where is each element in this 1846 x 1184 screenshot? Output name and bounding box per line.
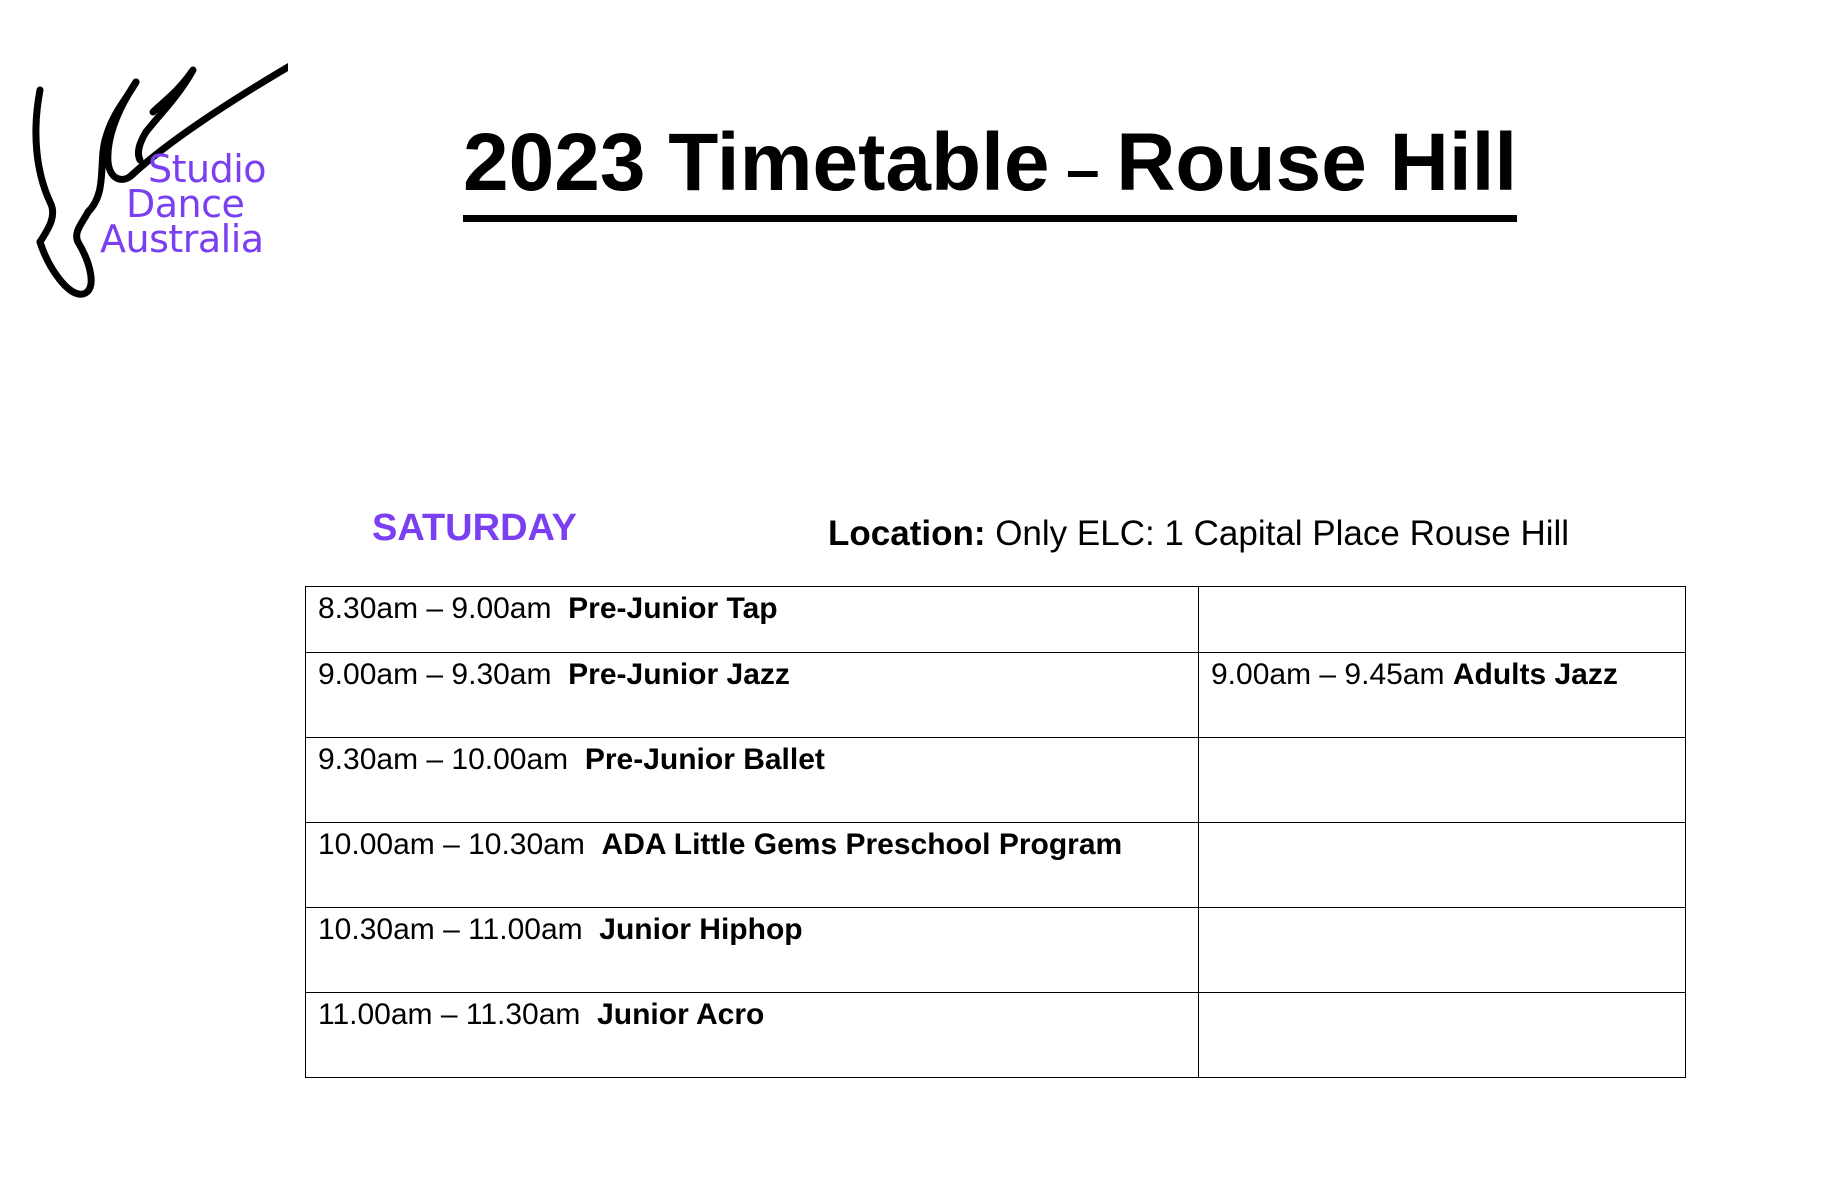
location-line bbox=[828, 514, 1569, 554]
table-cell bbox=[1199, 908, 1686, 993]
class-time: 9.00am – 9.45am bbox=[1211, 658, 1445, 691]
timetable bbox=[305, 586, 1686, 1078]
table-cell bbox=[1199, 823, 1686, 908]
table-row bbox=[306, 823, 1686, 908]
title-dash: – bbox=[1049, 136, 1117, 203]
table-cell bbox=[306, 908, 1199, 993]
table-cell bbox=[1199, 738, 1686, 823]
table-cell bbox=[1199, 653, 1686, 738]
table-cell bbox=[1199, 993, 1686, 1078]
table-cell bbox=[306, 823, 1199, 908]
table-row bbox=[306, 653, 1686, 738]
studio-dance-australia-logo bbox=[28, 42, 288, 302]
title-main: 2023 Timetable bbox=[463, 117, 1050, 208]
location-label: Location: bbox=[828, 514, 986, 553]
class-name: Adults Jazz bbox=[1452, 658, 1618, 691]
class-name: Pre-Junior Tap bbox=[568, 592, 778, 625]
class-time: 11.00am – 11.30am bbox=[318, 998, 581, 1031]
day-label: SATURDAY bbox=[372, 507, 577, 549]
logo-text-studio: Studio bbox=[148, 147, 267, 191]
table-cell bbox=[306, 587, 1199, 653]
table-row bbox=[306, 908, 1686, 993]
class-name: Pre-Junior Ballet bbox=[584, 743, 825, 776]
logo-text-australia: Australia bbox=[100, 217, 264, 261]
table-row bbox=[306, 738, 1686, 823]
location-value: Only ELC: 1 Capital Place Rouse Hill bbox=[985, 514, 1570, 553]
class-name: ADA Little Gems Preschool Program bbox=[601, 828, 1123, 861]
class-time: 9.00am – 9.30am bbox=[318, 658, 552, 691]
table-cell bbox=[306, 653, 1199, 738]
class-name: Junior Acro bbox=[597, 998, 765, 1031]
table-cell bbox=[306, 738, 1199, 823]
class-name: Pre-Junior Jazz bbox=[568, 658, 790, 691]
table-row bbox=[306, 587, 1686, 653]
class-time: 9.30am – 10.00am bbox=[318, 743, 569, 776]
table-cell bbox=[306, 993, 1199, 1078]
class-time: 10.30am – 11.00am bbox=[318, 913, 583, 946]
page-title bbox=[463, 118, 1517, 222]
class-time: 8.30am – 9.00am bbox=[318, 592, 552, 625]
logo-text-dance: Dance bbox=[126, 182, 245, 226]
title-location: Rouse Hill bbox=[1116, 117, 1518, 208]
table-row bbox=[306, 993, 1686, 1078]
class-name: Junior Hiphop bbox=[599, 913, 803, 946]
class-time: 10.00am – 10.30am bbox=[318, 828, 585, 861]
table-cell bbox=[1199, 587, 1686, 653]
